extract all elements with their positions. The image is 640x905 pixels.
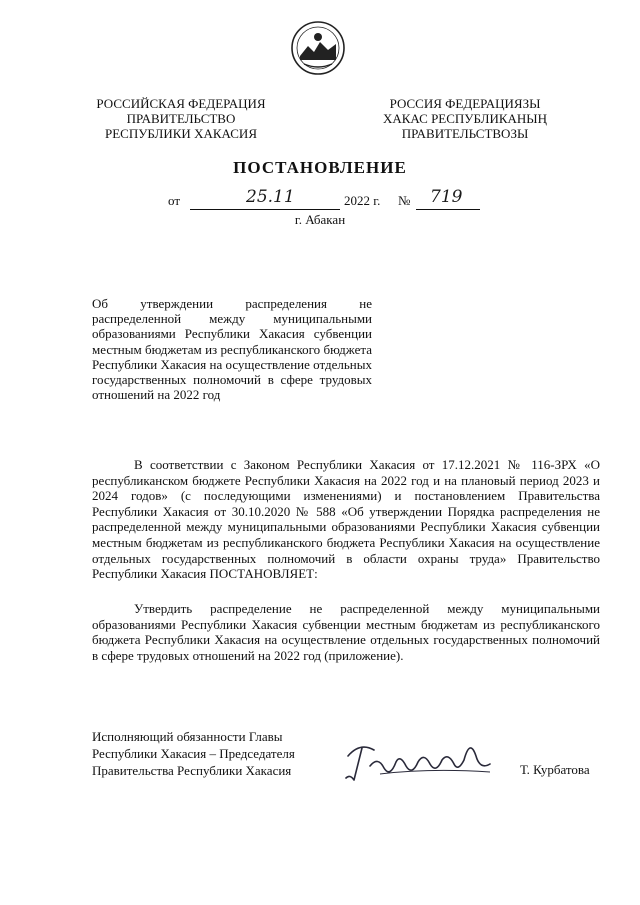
header-right-line: РОССИЯ ФЕДЕРАЦИЯЗЫ bbox=[389, 96, 541, 111]
city-label: г. Абакан bbox=[294, 212, 346, 227]
header-left-line: ПРАВИТЕЛЬСТВО bbox=[126, 111, 236, 126]
signatory-position-line: Правительства Республики Хакасия bbox=[92, 763, 292, 778]
handwritten-number: 719 bbox=[430, 187, 463, 207]
signatory-name: Т. Курбатова bbox=[520, 762, 590, 777]
body-paragraph-1: В соответствии с Законом Республики Хакасия от 17.12.2021 № 116-ЗРХ «О республиканском бюджете Республики Хакасия на 2022 год и на плановый период 2023 и 2024 годов» (с последующими изменениями) и постановлением Правительства Республики Хакасия от 30.10.2020 № 588 «Об утверждении Порядка распределения не распределенной между муниципальными образованиями Республики Хакасия субвенции местным бюджетам из республиканского бюджета Республики Хакасия на осуществление отдельных государственных полномочий в области охраны труда» Правительство Республики Хакасия ПОСТАНОВЛЯЕТ: bbox=[92, 457, 600, 582]
header-right bbox=[362, 96, 568, 141]
document-type-title: ПОСТАНОВЛЕНИЕ bbox=[233, 158, 407, 177]
number-underline bbox=[416, 209, 480, 210]
signatory-position bbox=[92, 728, 295, 779]
number-label: № bbox=[398, 193, 411, 208]
handwritten-signature-icon bbox=[340, 728, 500, 788]
date-underline bbox=[190, 209, 340, 210]
date-from-label: от bbox=[168, 193, 181, 208]
header-right-line: ХАКАС РЕСПУБЛИКАНЫҢ bbox=[382, 111, 548, 126]
hakassia-coat-of-arms-icon bbox=[290, 20, 346, 76]
header-left-line: РОССИЙСКАЯ ФЕДЕРАЦИЯ bbox=[96, 96, 266, 111]
date-year: 2022 г. bbox=[344, 193, 381, 208]
signatory-position-line: Исполняющий обязанности Главы bbox=[92, 729, 283, 744]
body-paragraph-2: Утвердить распределение не распределенной между муниципальными образованиями Республики Хакасия субвенции местным бюджетам из республиканского бюджета Республики Хакасия на осуществление отдельных государственных полномочий в сфере трудовых отношений на 2022 год (приложение). bbox=[92, 601, 600, 663]
header-left-line: РЕСПУБЛИКИ ХАКАСИЯ bbox=[104, 126, 257, 141]
signatory-position-line: Республики Хакасия – Председателя bbox=[92, 746, 295, 761]
handwritten-date: 25.11 bbox=[246, 187, 295, 207]
header-left bbox=[78, 96, 284, 141]
header-right-line: ПРАВИТЕЛЬСТВОЗЫ bbox=[401, 126, 529, 141]
document-subject: Об утверждении распределения не распределенной между муниципальными образованиями Республики Хакасия субвенции местным бюджетам из республиканского бюджета Республики Хакасия на осуществление отдельных государственных полномочий в сфере трудовых отношений на 2022 год bbox=[92, 296, 372, 403]
